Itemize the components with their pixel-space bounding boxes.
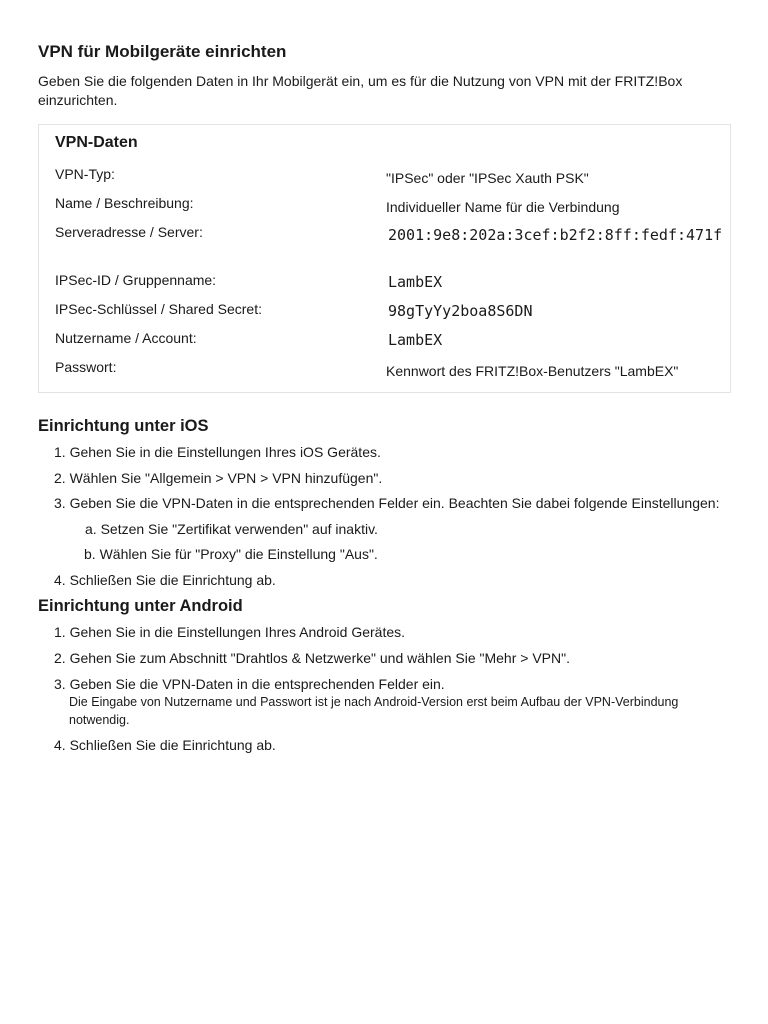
ipsec-id-value: LambEX	[388, 273, 443, 291]
list-number: 1.	[54, 624, 66, 640]
list-number: 1.	[54, 444, 66, 460]
list-item	[54, 650, 570, 666]
password-label: Passwort:	[55, 359, 117, 375]
list-text: Setzen Sie "Zertifikat verwenden" auf inaktiv.	[100, 521, 378, 537]
server-value: 2001:9e8:202a:3cef:b2f2:8ff:fedf:471f	[388, 226, 723, 244]
list-text: Schließen Sie die Einrichtung ab.	[69, 737, 276, 753]
list-number: 3.	[54, 676, 66, 692]
name-label: Name / Beschreibung:	[55, 195, 194, 211]
list-text: Geben Sie die VPN-Daten in die entsprechenden Felder ein. Beachten Sie dabei folgende Einstellungen:	[69, 495, 720, 511]
name-value: Individueller Name für die Verbindung	[386, 199, 620, 215]
list-item	[85, 521, 378, 537]
list-number: a.	[85, 521, 97, 537]
vpn-data-heading: VPN-Daten	[55, 134, 138, 151]
list-item	[54, 737, 276, 753]
list-text: Geben Sie die VPN-Daten in die entsprechenden Felder ein.	[69, 676, 445, 692]
list-item	[54, 676, 445, 692]
shared-secret-value: 98gTyYy2boa8S6DN	[388, 302, 533, 320]
list-item	[54, 495, 719, 511]
list-text: Wählen Sie "Allgemein > VPN > VPN hinzufügen".	[69, 470, 383, 486]
list-number: 3.	[54, 495, 66, 511]
list-item	[54, 444, 381, 460]
vpn-data-box	[38, 124, 731, 393]
list-item	[54, 624, 405, 640]
android-heading: Einrichtung unter Android	[38, 597, 243, 615]
list-item	[54, 470, 382, 486]
list-text: Gehen Sie zum Abschnitt "Drahtlos & Netzwerke" und wählen Sie "Mehr > VPN".	[69, 650, 570, 666]
list-number: 4.	[54, 737, 66, 753]
list-text: Gehen Sie in die Einstellungen Ihres iOS Gerätes.	[69, 444, 381, 460]
list-number: 4.	[54, 572, 66, 588]
account-value: LambEX	[388, 331, 443, 349]
intro-text: Geben Sie die folgenden Daten in Ihr Mobilgerät ein, um es für die Nutzung von VPN mit der FRITZ!Box einzurichten.	[38, 73, 683, 108]
server-label: Serveradresse / Server:	[55, 224, 203, 240]
password-value: Kennwort des FRITZ!Box-Benutzers "LambEX"	[386, 363, 679, 379]
list-text: Wählen Sie für "Proxy" die Einstellung "Aus".	[99, 546, 378, 562]
list-item	[84, 546, 378, 562]
vpn-type-label: VPN-Typ:	[55, 166, 115, 182]
list-number: b.	[84, 546, 96, 562]
vpn-type-value: "IPSec" oder "IPSec Xauth PSK"	[386, 170, 589, 186]
ios-heading: Einrichtung unter iOS	[38, 417, 209, 435]
ipsec-id-label: IPSec-ID / Gruppenname:	[55, 272, 217, 288]
list-number: 2.	[54, 650, 66, 666]
shared-secret-label: IPSec-Schlüssel / Shared Secret:	[55, 301, 262, 317]
list-text: Schließen Sie die Einrichtung ab.	[69, 572, 276, 588]
account-label: Nutzername / Account:	[55, 330, 197, 346]
page-title: VPN für Mobilgeräte einrichten	[38, 42, 287, 61]
list-number: 2.	[54, 470, 66, 486]
android-note: Die Eingabe von Nutzername und Passwort ist je nach Android-Version erst beim Aufbau der VPN-Verbindung notwendig.	[69, 695, 679, 727]
list-item	[54, 572, 276, 588]
list-text: Gehen Sie in die Einstellungen Ihres Android Gerätes.	[69, 624, 406, 640]
